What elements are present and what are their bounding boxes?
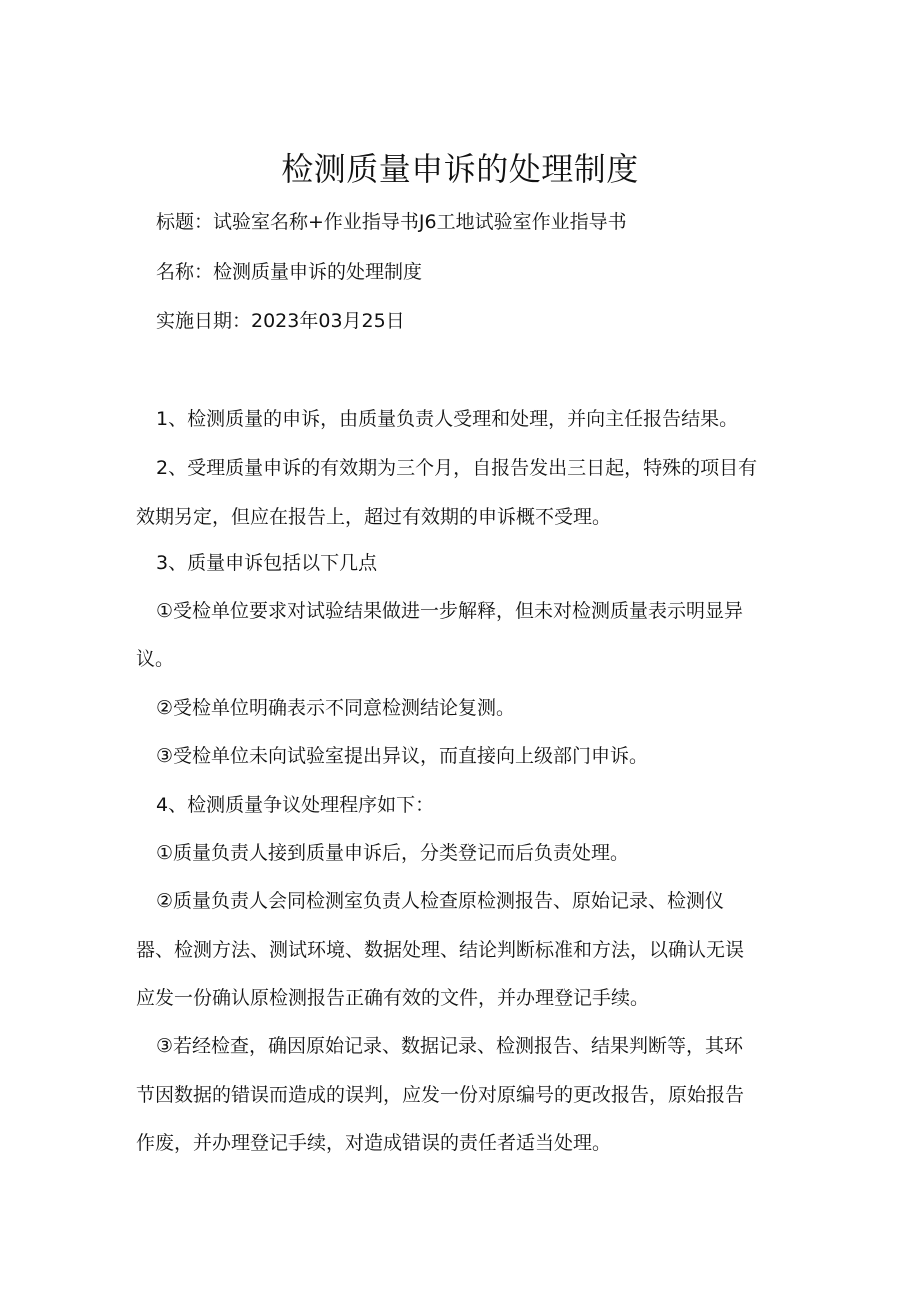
meta-subject: 标题：试验室名称+作业指导书J6工地试验室作业指导书 [156, 211, 627, 233]
paragraph-line: 应发一份确认原检测报告正确有效的文件，并办理登记手续。 [136, 987, 650, 1009]
paragraph-line: 节因数据的错误而造成的误判，应发一份对原编号的更改报告，原始报告 [136, 1084, 745, 1106]
paragraph-line: 作废，并办理登记手续，对造成错误的责任者适当处理。 [136, 1132, 612, 1154]
paragraph-line: ①质量负责人接到质量申诉后，分类登记而后负责处理。 [156, 842, 630, 864]
paragraph-line: 2、受理质量申诉的有效期为三个月，自报告发出三日起，特殊的项目有 [156, 457, 758, 479]
paragraph-line: ①受检单位要求对试验结果做进一步解释，但未对检测质量表示明显异 [156, 600, 744, 622]
paragraph-line: 器、检测方法、测试环境、数据处理、结论判断标准和方法，以确认无误 [136, 939, 745, 961]
paragraph-line: 3、质量申诉包括以下几点 [156, 552, 378, 574]
paragraph-line: ③若经检查，确因原始记录、数据记录、检测报告、结果判断等，其环 [156, 1035, 744, 1057]
paragraph-line: 1、检测质量的申诉，由质量负责人受理和处理，并向主任报告结果。 [156, 408, 739, 430]
meta-name: 名称：检测质量申诉的处理制度 [156, 261, 423, 283]
paragraph-line: ②质量负责人会同检测室负责人检查原检测报告、原始记录、检测仪 [156, 890, 725, 912]
paragraph-line: ②受检单位明确表示不同意检测结论复测。 [156, 697, 516, 719]
paragraph-line: 议。 [136, 648, 175, 670]
page-title: 检测质量申诉的处理制度 [281, 150, 639, 189]
paragraph-line: 4、检测质量争议处理程序如下： [156, 794, 435, 816]
paragraph-line: 效期另定，但应在报告上，超过有效期的申诉概不受理。 [136, 506, 612, 528]
meta-date: 实施日期：2023年03月25日 [156, 310, 405, 332]
paragraph-line: ③受检单位未向试验室提出异议，而直接向上级部门申诉。 [156, 745, 649, 767]
